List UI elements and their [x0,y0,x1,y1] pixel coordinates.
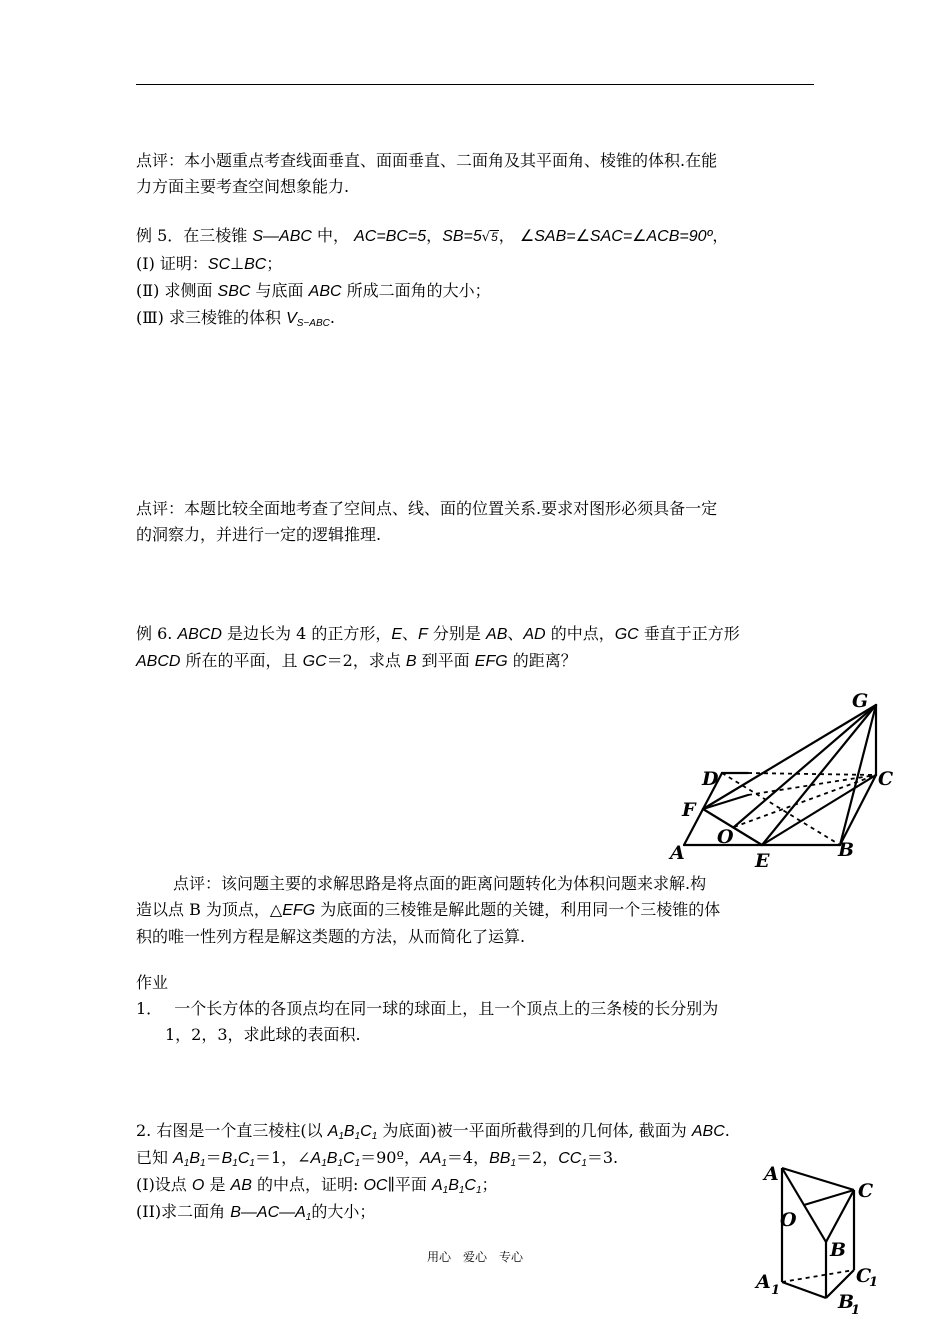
edge-gf [703,705,876,809]
ex5-q2-mid: 与底面 [250,281,309,300]
ex6-m9: B [405,653,417,670]
label-o: O [717,826,734,848]
ex5-q3-label: (Ⅲ) 求三棱锥的体积 [136,308,287,327]
hw2-l3a: (I)设点 [136,1175,192,1194]
label-c1-sub: 1 [869,1275,879,1290]
ex6-t1: 是边长为 4 的正方形， [221,624,392,643]
homework-title: 作业 [136,973,169,992]
hw2-l3c: 是 [204,1175,231,1194]
hw2-l3g: ∥平面 [387,1175,432,1194]
hw2-l2d: ＝90º， [360,1148,421,1167]
comment-3-rest [136,897,816,950]
label-c: C [858,1180,874,1202]
ex5-q3-sub: S−ABC [296,318,330,329]
ex5-mid: 中， [311,226,355,245]
hw2-l4d: 的大小； [311,1202,376,1221]
ex6-m6: GC [614,626,639,643]
ex5-cond2: ∠SAB=∠SAC=∠ACB=90º [519,228,713,245]
homework-2: 2. 右图是一个直三棱柱(以 $A_1B_1C_1$ 为底面)被一平面所截得到的几何体, 截面为 ABC. 已知 $A_1B_1=B_1C_1=1$，$\angle A_1B_1C_1=90º$，$AA_1=4$，$BB_1=2$，$CC_1=3$. (I)设点 O 是 AB 的中点，证明: OC∥平面 $A_1B_1C_1$； (II)求二面角 $B—AC—A_1$的大小； [136,1121,730,1223]
label-c: C [878,768,894,790]
label-b1-sub: 1 [851,1303,861,1318]
hw2-l2b: ＝ [205,1148,222,1167]
example-5 [136,223,816,332]
ex6-t10: 的距离？ [507,651,577,670]
edge-a1b1 [782,1282,826,1298]
ex5-sb: SB=5 [442,228,482,245]
ex5-q3-v: V [286,310,297,327]
ex5-name: S—ABC [252,228,312,245]
hw2-l1c: ABC [691,1123,725,1140]
label-b1: B [838,1291,855,1313]
hw2-l3e: 的中点，证明: [251,1175,364,1194]
comment-1-line-2: 力方面主要考查空间想象能力. [136,177,350,196]
label-c1: C [856,1265,872,1287]
hw1-line-1: 一个长方体的各顶点均在同一球的球面上，且一个顶点上的三条棱的长分别为 [174,999,719,1018]
label-a: A [670,842,685,864]
label-d: D [702,768,719,790]
ex5-prefix: 例 5．在三棱锥 [136,226,253,245]
label-a: A [764,1163,779,1185]
ex6-m7: ABCD [136,653,181,670]
label-b: B [830,1239,847,1261]
hw1-line-2: 1，2，3，求此球的表面积. [165,1025,361,1044]
hw2-l1a: 2. 右图是一个直三棱柱(以 [136,1121,328,1140]
ex5-sep: ， [426,226,443,245]
ex6-m5: AD [523,626,546,643]
ex6-t9: 到平面 [416,651,475,670]
label-a1: A [756,1271,771,1293]
pyramid-figure [660,685,900,875]
ex6-t7: 所在的平面，且 [180,651,303,670]
ex5-sep-2: ， [498,226,515,245]
hw2-l4a: (II)求二面角 [136,1202,231,1221]
ex6-m10: EFG [474,653,508,670]
hw2-l3h: ； [481,1175,498,1194]
ex5-q1-math: SC⊥BC [207,256,267,273]
label-f: F [682,799,696,821]
hw2-l2e: ＝4， [446,1148,490,1167]
ex6-t4: 、 [507,624,524,643]
hw2-l3f: OC [363,1177,388,1194]
hw2-l4c: 1 [305,1212,312,1223]
label-o: O [780,1209,797,1231]
ex5-q1-end: ； [266,254,283,273]
ex6-m2: E [391,626,403,643]
comment-3-line-2m: EFG [282,902,316,919]
edge-dc-dashed [748,773,876,775]
ex6-prefix: 例 6. [136,624,178,643]
ex6-m3: F [418,626,428,643]
hw2-l2g: ＝3. [586,1148,619,1167]
sqrt-sign: √ [481,230,491,245]
ex6-m8: GC [302,653,327,670]
comment-2 [136,496,816,548]
ex5-q2-m1: SBC [217,283,251,300]
hw2-l3d: AB [230,1177,252,1194]
example-6 [136,621,816,675]
ex6-m4: AB [486,626,508,643]
comment-1 [136,148,816,200]
ex6-t6: 垂直于正方形 [638,624,740,643]
hw2-l1b: 为底面)被一平面所截得到的几何体, 截面为 [377,1121,692,1140]
ex5-q3-end: . [329,308,335,327]
comment-2-line-1: 点评：本题比较全面地考查了空间点、线、面的位置关系.要求对图形必须具备一定 [136,499,718,518]
edge-go [734,705,876,827]
comment-3-line-1: 点评：该问题主要的求解思路是将点面的距离问题转化为体积问题来求解.构 [173,874,707,893]
ex6-t2: 、 [402,624,419,643]
homework [136,970,816,1048]
ex5-q2-end: 所成二面角的大小； [341,281,491,300]
label-a1-sub: 1 [771,1283,781,1298]
comment-3 [136,871,816,897]
ex6-t5: 的中点， [545,624,615,643]
hw2-l1d: . [724,1121,730,1140]
hw2-l2c: ＝1，∠ [254,1148,311,1167]
comment-3-line-2b: 为底面的三棱锥是解此题的关键，利用同一个三棱锥的体 [315,900,721,919]
label-g: G [852,690,869,712]
ex5-cond1: AC=BC=5 [354,228,427,245]
ex6-t8: ＝2，求点 [326,651,406,670]
ex5-sqrt-arg: 5 [491,230,498,244]
ex6-t3: 分别是 [427,624,487,643]
label-b: B [838,839,855,861]
hw2-l4b: B—AC—A [230,1204,306,1221]
ex5-q2-m2: ABC [308,283,342,300]
hw2-l3b: O [191,1177,205,1194]
ex5-q2-label: (Ⅱ) 求侧面 [136,281,218,300]
comment-1-line-1: 点评：本小题重点考查线面垂直、面面垂直、二面角及其平面角、棱锥的体积.在能 [136,151,718,170]
comment-3-line-3: 积的唯一性列方程是解这类题的方法，从而简化了运算. [136,927,526,946]
hw2-l2f: ＝2， [516,1148,559,1167]
ex5-tail: ， [712,226,729,245]
comment-2-line-2: 的洞察力，并进行一定的逻辑推理. [136,525,382,544]
hw2-l2a: 已知 [136,1148,174,1167]
label-e: E [755,850,770,872]
comment-3-line-2a: 造以点 B 为顶点，△ [136,900,283,919]
ex6-m1: ABCD [177,626,222,643]
ex5-q1-label: (Ⅰ) 证明： [136,254,208,273]
hw1-num: 1． [136,999,163,1018]
header-rule [136,84,814,85]
prism-figure [752,1158,902,1318]
page-footer: 用心 爱心 专心 [426,1250,523,1264]
